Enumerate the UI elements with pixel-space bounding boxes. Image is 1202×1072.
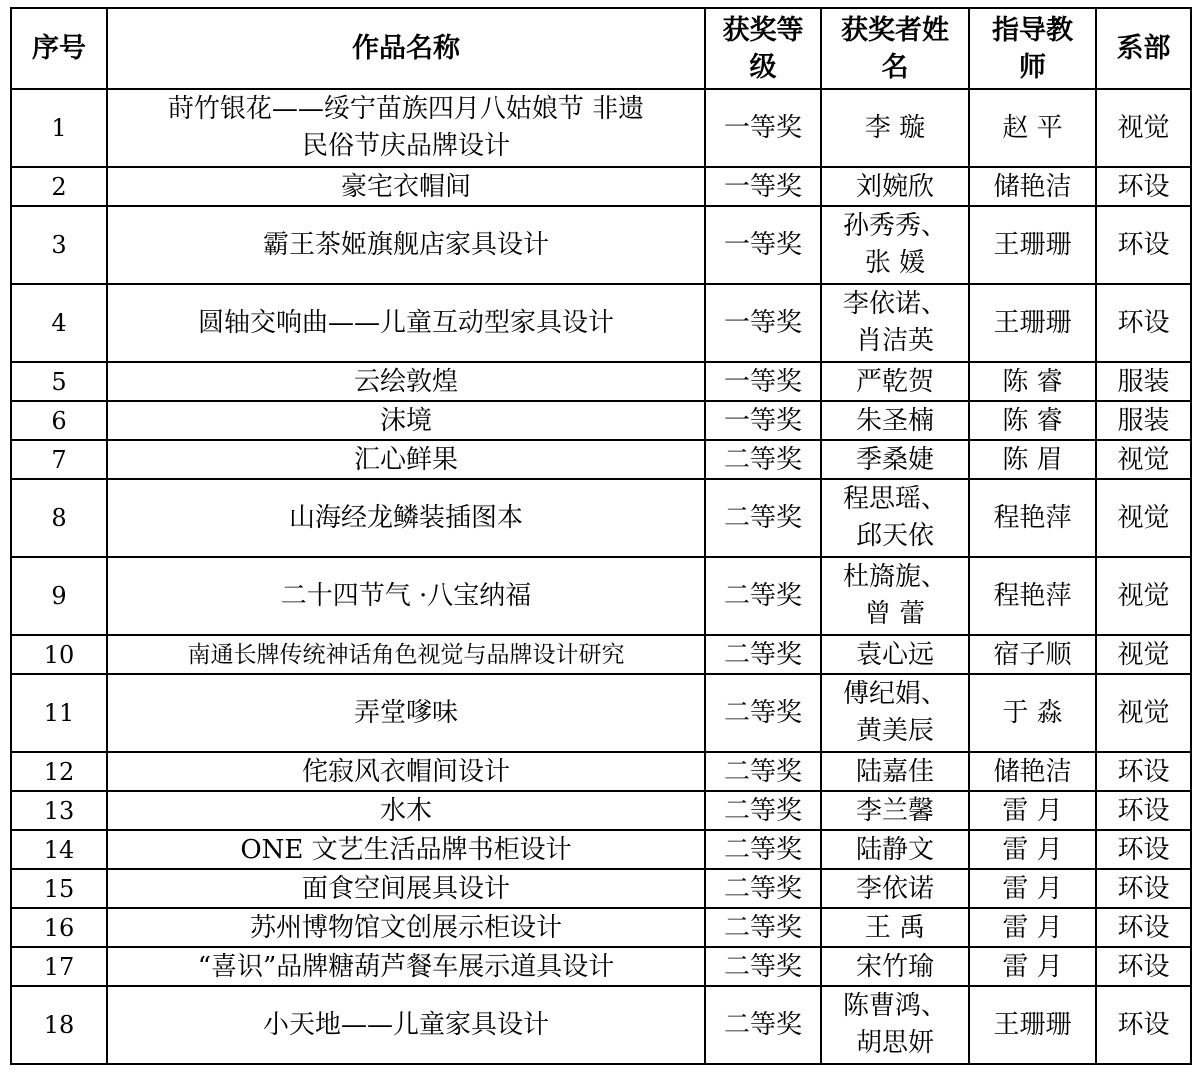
winner-name: 李 璇: [821, 89, 969, 167]
award-level: 二等奖: [705, 869, 821, 908]
advisor-name: 宿子顺: [969, 635, 1096, 674]
header-row: [11, 8, 1191, 89]
advisor-name: 赵 平: [969, 89, 1096, 167]
work-title: 云绘敦煌: [107, 362, 705, 401]
header-work-title: 作品名称: [107, 8, 705, 89]
table-row: [11, 479, 1191, 557]
table-row: [11, 791, 1191, 830]
work-title: 莳竹银花——绥宁苗族四月八姑娘节 非遗 民俗节庆品牌设计: [107, 89, 705, 167]
table-row: [11, 986, 1191, 1064]
winner-name: 刘婉欣: [821, 167, 969, 206]
award-level: 一等奖: [705, 401, 821, 440]
advisor-name: 储艳洁: [969, 752, 1096, 791]
winner-name: 王 禹: [821, 908, 969, 947]
advisor-name: 于 淼: [969, 674, 1096, 752]
award-level: 一等奖: [705, 206, 821, 284]
department: 视觉: [1096, 674, 1191, 752]
department: 视觉: [1096, 89, 1191, 167]
row-index: 16: [11, 908, 107, 947]
work-title: 汇心鲜果: [107, 440, 705, 479]
department: 环设: [1096, 167, 1191, 206]
department: 环设: [1096, 869, 1191, 908]
winner-name: 季桑婕: [821, 440, 969, 479]
advisor-name: 雷 月: [969, 791, 1096, 830]
winner-name: 陆嘉佳: [821, 752, 969, 791]
award-level: 二等奖: [705, 986, 821, 1064]
table-row: [11, 869, 1191, 908]
department: 服装: [1096, 362, 1191, 401]
row-index: 12: [11, 752, 107, 791]
row-index: 3: [11, 206, 107, 284]
winner-name: 程思瑶、 邱天依: [821, 479, 969, 557]
row-index: 9: [11, 557, 107, 635]
work-title: 小天地——儿童家具设计: [107, 986, 705, 1064]
award-level: 二等奖: [705, 752, 821, 791]
table-row: [11, 674, 1191, 752]
department: 环设: [1096, 206, 1191, 284]
table-row: [11, 206, 1191, 284]
advisor-name: 程艳萍: [969, 557, 1096, 635]
table-row: [11, 830, 1191, 869]
row-index: 14: [11, 830, 107, 869]
winner-name: 李依诺: [821, 869, 969, 908]
advisor-name: 雷 月: [969, 908, 1096, 947]
advisor-name: 陈 睿: [969, 401, 1096, 440]
department: 视觉: [1096, 635, 1191, 674]
advisor-name: 王珊珊: [969, 284, 1096, 362]
row-index: 11: [11, 674, 107, 752]
table-row: [11, 947, 1191, 986]
award-level: 二等奖: [705, 557, 821, 635]
award-level: 二等奖: [705, 674, 821, 752]
winner-name: 袁心远: [821, 635, 969, 674]
row-index: 15: [11, 869, 107, 908]
table-row: [11, 362, 1191, 401]
award-level: 一等奖: [705, 89, 821, 167]
table-row: [11, 635, 1191, 674]
department: 视觉: [1096, 440, 1191, 479]
department: 环设: [1096, 284, 1191, 362]
row-index: 17: [11, 947, 107, 986]
table-row: [11, 440, 1191, 479]
work-title: 霸王茶姬旗舰店家具设计: [107, 206, 705, 284]
work-title: 豪宅衣帽间: [107, 167, 705, 206]
award-level: 二等奖: [705, 635, 821, 674]
work-title: 面食空间展具设计: [107, 869, 705, 908]
winner-name: 朱圣楠: [821, 401, 969, 440]
work-title: 苏州博物馆文创展示柜设计: [107, 908, 705, 947]
table-row: [11, 752, 1191, 791]
department: 环设: [1096, 947, 1191, 986]
row-index: 6: [11, 401, 107, 440]
advisor-name: 储艳洁: [969, 167, 1096, 206]
work-title: 侘寂风衣帽间设计: [107, 752, 705, 791]
advisor-name: 程艳萍: [969, 479, 1096, 557]
work-title: 二十四节气 ·八宝纳福: [107, 557, 705, 635]
winner-name: 李兰馨: [821, 791, 969, 830]
table-row: [11, 89, 1191, 167]
award-level: 二等奖: [705, 440, 821, 479]
header-winner: 获奖者姓 名: [821, 8, 969, 89]
awards-table: [10, 7, 1192, 1065]
advisor-name: 王珊珊: [969, 206, 1096, 284]
table-row: [11, 401, 1191, 440]
table-row: [11, 908, 1191, 947]
row-index: 2: [11, 167, 107, 206]
department: 环设: [1096, 752, 1191, 791]
award-level: 二等奖: [705, 479, 821, 557]
header-award-level: 获奖等 级: [705, 8, 821, 89]
work-title: 南通长牌传统神话角色视觉与品牌设计研究: [107, 635, 705, 674]
work-title: 弄堂嗲味: [107, 674, 705, 752]
work-title: 沫境: [107, 401, 705, 440]
award-level: 一等奖: [705, 284, 821, 362]
award-level: 二等奖: [705, 791, 821, 830]
row-index: 5: [11, 362, 107, 401]
department: 环设: [1096, 830, 1191, 869]
department: 服装: [1096, 401, 1191, 440]
winner-name: 严乾贺: [821, 362, 969, 401]
row-index: 13: [11, 791, 107, 830]
advisor-name: 雷 月: [969, 947, 1096, 986]
winner-name: 陈曹鸿、 胡思妍: [821, 986, 969, 1064]
row-index: 8: [11, 479, 107, 557]
table-row: [11, 167, 1191, 206]
table-row: [11, 557, 1191, 635]
header-index: 序号: [11, 8, 107, 89]
row-index: 10: [11, 635, 107, 674]
award-level: 一等奖: [705, 362, 821, 401]
advisor-name: 雷 月: [969, 830, 1096, 869]
winner-name: 李依诺、 肖洁英: [821, 284, 969, 362]
award-level: 一等奖: [705, 167, 821, 206]
department: 视觉: [1096, 479, 1191, 557]
winner-name: 傅纪娟、 黄美辰: [821, 674, 969, 752]
advisor-name: 王珊珊: [969, 986, 1096, 1064]
work-title: 山海经龙鳞装插图本: [107, 479, 705, 557]
winner-name: 孙秀秀、 张 媛: [821, 206, 969, 284]
winner-name: 陆静文: [821, 830, 969, 869]
department: 环设: [1096, 791, 1191, 830]
work-title: 水木: [107, 791, 705, 830]
department: 环设: [1096, 908, 1191, 947]
work-title: 圆轴交响曲——儿童互动型家具设计: [107, 284, 705, 362]
award-level: 二等奖: [705, 830, 821, 869]
work-title: ONE 文艺生活品牌书柜设计: [107, 830, 705, 869]
winner-name: 杜旖旎、 曾 蕾: [821, 557, 969, 635]
row-index: 7: [11, 440, 107, 479]
winner-name: 宋竹瑜: [821, 947, 969, 986]
department: 环设: [1096, 986, 1191, 1064]
header-department: 系部: [1096, 8, 1191, 89]
advisor-name: 陈 睿: [969, 362, 1096, 401]
row-index: 1: [11, 89, 107, 167]
award-level: 二等奖: [705, 908, 821, 947]
row-index: 4: [11, 284, 107, 362]
advisor-name: 陈 眉: [969, 440, 1096, 479]
department: 视觉: [1096, 557, 1191, 635]
table-row: [11, 284, 1191, 362]
award-level: 二等奖: [705, 947, 821, 986]
row-index: 18: [11, 986, 107, 1064]
advisor-name: 雷 月: [969, 869, 1096, 908]
work-title: “喜识”品牌糖葫芦餐车展示道具设计: [107, 947, 705, 986]
header-advisor: 指导教 师: [969, 8, 1096, 89]
